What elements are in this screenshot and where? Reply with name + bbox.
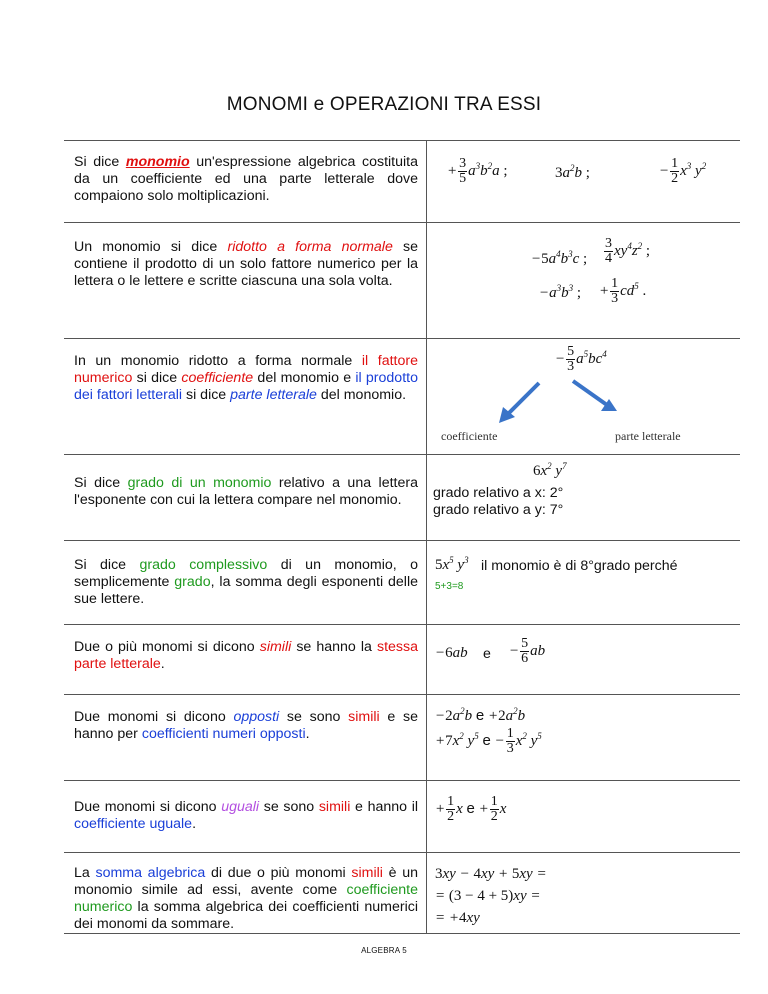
example-grado-complessivo: $5x^5$ $y^3$ [435, 555, 469, 573]
example-coefficiente: − $\frac{5}{3}$ $a^5bc^4$ [555, 344, 607, 374]
definition-forma-normale: Un monomio si dice ridotto a forma normale se contiene il prodotto di un solo fattore numerico per la lettera o le lettere e scritte ciascuna una sola volta. [74, 239, 419, 289]
term-forma-normale: ridotto a forma normale [227, 239, 393, 255]
row-opposti [64, 695, 740, 781]
example-normale-1: $-5a^4b^3c$ ; [531, 249, 588, 267]
row-grado-relativo [64, 455, 740, 541]
definition-monomio: Si dice monomio un'espressione algebrica costituita da un coefficiente ed una parte letterale dove compaiono solo moltiplicazioni. [74, 154, 418, 204]
example-grado: $6x^2$ $y^7$ [533, 461, 567, 479]
grado-note: il monomio è di 8°grado perché [481, 558, 678, 574]
page-footer: ALGEBRA 5 [361, 946, 407, 955]
row-simili: Due o più monomi si dicono simili se hanno la stessa parte letterale. −6ab e − $\frac{5}{6}$ ab [64, 625, 740, 695]
example-normale-4: + $\frac{1}{3}$ $cd^5$ . [599, 276, 647, 306]
row-monomio [64, 141, 740, 223]
arrow-to-coefficiente [507, 383, 539, 415]
definition-simili: Due o più monomi si dicono simili se hanno la stessa parte letterale. [74, 639, 419, 672]
label-coefficiente: coefficiente [441, 429, 498, 443]
example-opposti-2: $+7x^2$ $y^5$ e − $\frac{1}{3}$ $x^2$ $y^5$ [435, 726, 542, 756]
definition-coefficiente: In un monomio ridotto a forma normale il fattore numerico si dice coefficiente del monomio e il prodotto dei fattori letterali si dice parte letterale del monomio. [74, 353, 418, 403]
example-monomio-3: − $\frac{1}{2}$ $x^3$ $y^2$ [659, 156, 707, 186]
definition-grado-complessivo: Si dice grado complessivo di un monomio, o semplicemente grado, la somma degli esponenti delle sue lettere. [74, 557, 418, 607]
row-forma-normale [64, 223, 740, 339]
row-grado-complessivo [64, 541, 740, 625]
example-simili-1: −6ab [435, 645, 468, 661]
arrow-to-parte-letterale [573, 381, 607, 405]
grado-y: grado relativo a y: 7° [433, 502, 564, 518]
example-simili-2: − $\frac{5}{6}$ ab [509, 636, 546, 666]
example-somma: 3xy − 4xy + 5xy = = (3 − 4 + 5)xy = = +4xy [435, 866, 547, 926]
definition-somma: La somma algebrica di due o più monomi simili è un monomio simile ad essi, avente come coefficiente numerico la somma algebrica dei coefficienti numerici dei monomi da sommare. [74, 865, 418, 932]
page-title: MONOMI e OPERAZIONI TRA ESSI [226, 94, 542, 115]
label-parte-letterale: parte letterale [615, 429, 681, 443]
example-monomio-2: $3a^2b$ ; [555, 163, 590, 181]
definitions-table [64, 140, 740, 934]
example-opposti-1: $-2a^2b$ $e +2a^2b$ [435, 706, 526, 724]
definition-uguali: Due monomi si dicono uguali se sono simili e hanno il coefficiente uguale. [74, 799, 418, 832]
example-normale-2: $\frac{3}{4}$ $xy^4z^2$ ; [605, 236, 651, 266]
row-uguali [64, 781, 740, 853]
row-coefficiente [64, 339, 740, 455]
grado-x: grado relativo a x: 2° [433, 485, 564, 501]
row-somma [64, 853, 740, 934]
example-monomio-1: + $\frac{3}{5}$ $a^3b^2a$ ; [447, 156, 508, 186]
example-uguali: + $\frac{1}{2}$ x e + $\frac{1}{2}$ x [435, 794, 507, 824]
term-monomio: monomio [125, 154, 190, 170]
example-cell [427, 141, 741, 223]
definition-grado-relativo: Si dice grado di un monomio relativo a una lettera l'esponente con cui la lettera compare nel monomio. [74, 475, 418, 508]
grado-sum: 5+3=8 [435, 581, 464, 592]
example-normale-3: $-a^3b^3$ ; [539, 283, 582, 301]
definition-opposti: Due monomi si dicono opposti se sono simili e se hanno per coefficienti numeri opposti. [74, 709, 418, 742]
